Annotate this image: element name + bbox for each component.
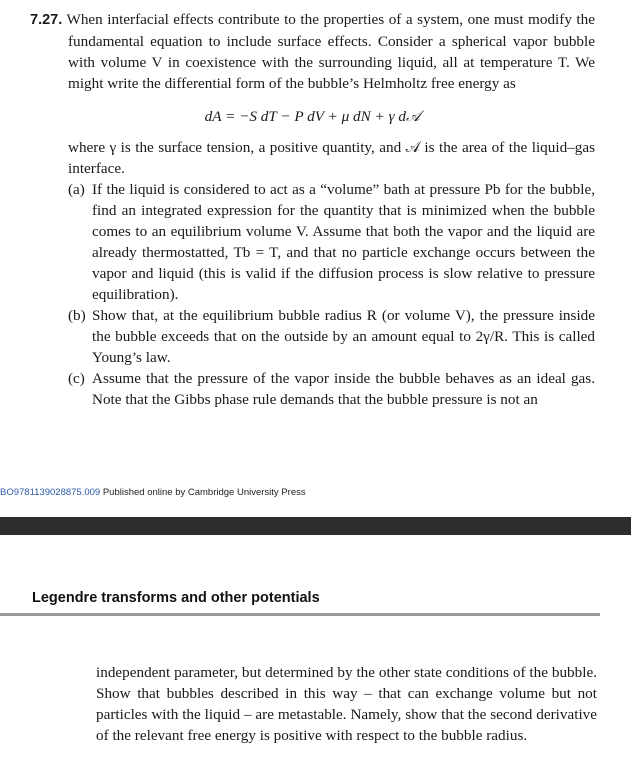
- problem-number: 7.27.: [30, 12, 63, 28]
- page-footer: [0, 487, 306, 498]
- problem-intro: [30, 9, 595, 94]
- footer-text: Published online by Cambridge University Press: [100, 487, 306, 498]
- part-label: (a): [68, 181, 85, 198]
- page-break-divider: [0, 517, 631, 535]
- part-text: Show that, at the equilibrium bubble radius R (or volume V), the pressure inside the bubble exceeds that on the outside by an amount equal to 2γ/R. This is called Young’s law.: [92, 307, 595, 366]
- problem-intro-text: When interfacial effects contribute to the properties of a system, one must modify the fundamental equation to include surface effects. Consider a spherical vapor bubble with volume V in coexistence with the surrounding liquid, all at temperature T. We might write the differential form of the bubble’s Helmholtz free energy as: [66, 11, 595, 92]
- part-label: (b): [68, 307, 86, 324]
- part-label: (c): [68, 370, 85, 387]
- part-b: [30, 305, 595, 368]
- problem-continuation: independent parameter, but determined by the other state conditions of the bubble. Show that bubbles described in this way – that can exchange volume but not particles with the liquid – are metastable. Namely, show that the second derivative of the relevant free energy is positive with respect to the bubble radius.: [96, 664, 597, 744]
- part-c: [30, 368, 595, 410]
- part-text: Assume that the pressure of the vapor inside the bubble behaves as an ideal gas. Note that the Gibbs phase rule demands that the bubble pressure is not an: [92, 370, 595, 408]
- equation-explanation: where γ is the surface tension, a positive quantity, and 𝒜 is the area of the liquid–gas interface.: [68, 139, 595, 177]
- part-text: If the liquid is considered to act as a “volume” bath at pressure Pb for the bubble, find an integrated expression for the quantity that is minimized when the bubble comes to an equilibrium volume V. Assume that both the vapor and the liquid are already thermostatted, Tb = T, and that no particle exchange occurs between the vapor and liquid (this is valid if the diffusion process is slow relative to pressure equilibration).: [92, 181, 595, 303]
- part-a: [30, 179, 595, 305]
- header-rule: [0, 613, 600, 616]
- helmholtz-equation: dA = −S dT − P dV + μ dN + γ d𝒜: [204, 108, 421, 125]
- running-head: Legendre transforms and other potentials: [32, 590, 320, 606]
- problem-7-27: [30, 9, 595, 410]
- doi-link[interactable]: BO9781139028875.009: [0, 487, 101, 498]
